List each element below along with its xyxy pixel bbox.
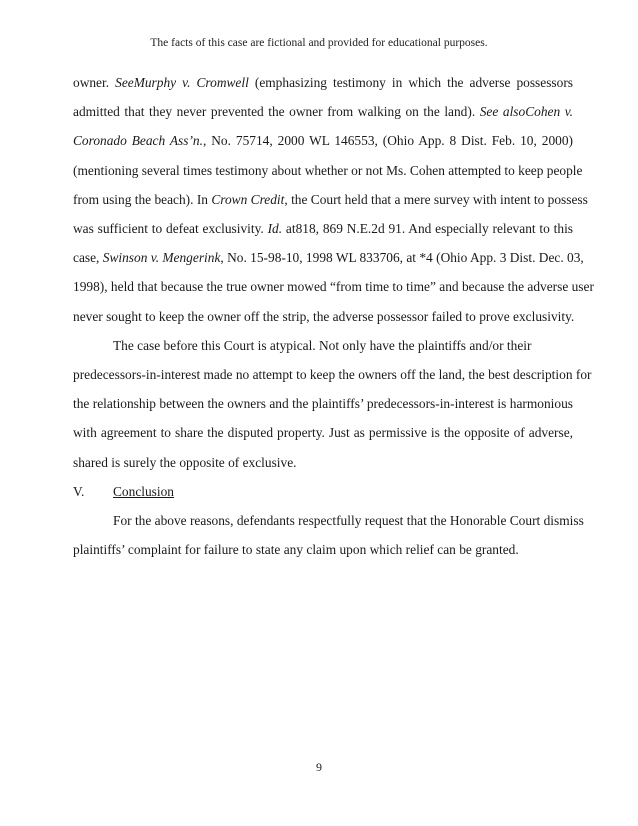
text-line xyxy=(73,331,573,360)
text-line xyxy=(73,506,584,535)
section-title: Conclusion xyxy=(113,483,175,499)
page-header: The facts of this case are fictional and provided for educational purposes. xyxy=(150,37,488,49)
text-segment: shared is surely the opposite of exclusive. xyxy=(73,454,297,470)
page-number: 9 xyxy=(316,760,322,774)
text-segment: at818, 869 N.E.2d 91. And especially relevant to this xyxy=(282,221,574,237)
text-segment: 1998), held that because the true owner mowed “from time to time” and because the adverse user xyxy=(73,279,594,295)
text-segment: from using the beach). In xyxy=(73,191,212,207)
text-line xyxy=(73,389,573,418)
conclusion-paragraph xyxy=(73,506,584,564)
text-line xyxy=(73,535,573,564)
text-segment: plaintiffs’ complaint for failure to state any claim upon which relief can be granted. xyxy=(73,542,519,558)
text-segment: predecessors-in-interest made no attempt to keep the owners off the land, the best description for xyxy=(73,367,592,383)
text-line xyxy=(73,272,594,301)
text-segment: (emphasizing testimony in which the adverse possessors xyxy=(248,75,574,90)
text-segment: , No. 15-98-10, 1998 WL 833706, at *4 (Ohio App. 3 Dist. Dec. 03, xyxy=(220,250,584,266)
text-line xyxy=(73,214,573,243)
text-segment: with agreement to share the disputed property. Just as permissive is the opposite of adverse, xyxy=(73,425,573,441)
case-citation: Coronado Beach Ass’n. xyxy=(73,133,203,149)
text-segment: , the Court held that a mere survey with intent to possess xyxy=(284,191,588,207)
text-segment: admitted that they never prevented the owner from walking on the land). xyxy=(73,104,480,120)
text-line xyxy=(73,418,573,447)
text-segment: (mentioning several times testimony about whether or not Ms. Cohen attempted to keep people xyxy=(73,162,583,178)
case-citation: Crown Credit xyxy=(211,191,285,207)
text-line xyxy=(73,360,592,389)
section-heading xyxy=(73,477,573,506)
text-line xyxy=(73,68,573,97)
body-text xyxy=(73,68,594,564)
text-segment: The case before this Court is atypical. Not only have the plaintiffs and/or their xyxy=(113,337,532,353)
text-line xyxy=(73,126,573,155)
argument-paragraphs xyxy=(73,68,594,477)
text-segment: owner. xyxy=(73,75,116,90)
case-citation: Swinson v. Mengerink xyxy=(102,250,221,266)
text-segment: was sufficient to defeat exclusivity. xyxy=(73,221,268,237)
text-line xyxy=(73,243,584,272)
text-segment: the relationship between the owners and the plaintiffs’ predecessors-in-interest is harmonious xyxy=(73,396,573,412)
section-number: V. xyxy=(73,483,85,499)
case-citation: SeeMurphy v. Cromwell xyxy=(115,75,249,90)
text-segment: never sought to keep the owner off the strip, the adverse possessor failed to prove exclusivity. xyxy=(73,308,575,324)
text-segment: case, xyxy=(73,250,103,266)
text-segment: For the above reasons, defendants respectfully request that the Honorable Court dismiss xyxy=(113,513,584,529)
text-line xyxy=(73,185,588,214)
text-line xyxy=(73,97,573,126)
text-line xyxy=(73,302,573,331)
case-citation: See alsoCohen v. xyxy=(479,104,573,120)
text-segment: , No. 75714, 2000 WL 146553, (Ohio App. 8 Dist. Feb. 10, 2000) xyxy=(202,133,573,149)
case-citation: Id. xyxy=(267,221,283,237)
text-line xyxy=(73,156,583,185)
text-line xyxy=(73,448,573,477)
